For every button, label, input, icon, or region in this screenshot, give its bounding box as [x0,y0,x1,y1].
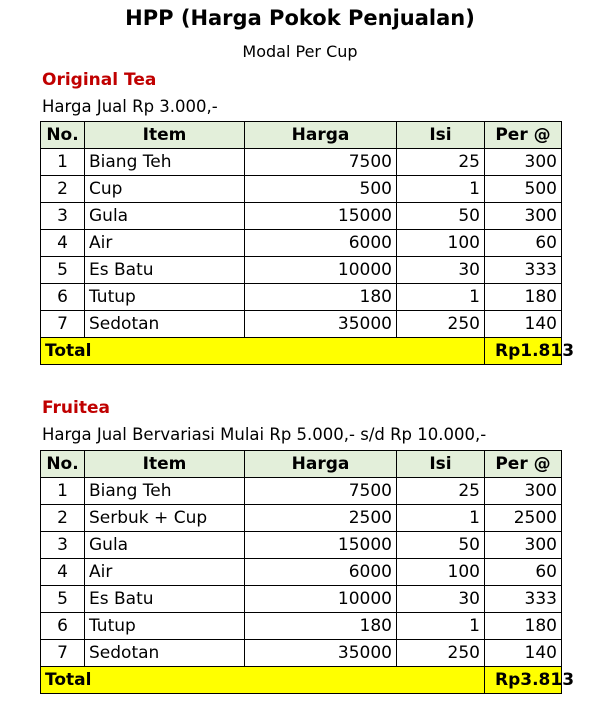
cell-no: 3 [41,203,85,230]
cell-per: 300 [485,203,562,230]
cell-per: 180 [485,613,562,640]
table-row [41,203,562,230]
cell-per: 2500 [485,505,562,532]
cell-item: Tutup [85,613,245,640]
total-row [41,667,562,694]
table-row [41,532,562,559]
table-row [41,478,562,505]
table-row [41,257,562,284]
cell-no: 3 [41,532,85,559]
cell-isi: 50 [397,532,485,559]
price-note-original-tea: Harga Jual Rp 3.000,- [42,97,218,116]
cell-no: 1 [41,149,85,176]
cell-no: 6 [41,284,85,311]
col-header-no: No. [41,122,85,149]
cell-no: 6 [41,613,85,640]
table-row [41,149,562,176]
cell-per: 140 [485,311,562,338]
table-row [41,505,562,532]
cell-isi: 100 [397,559,485,586]
cell-per: 60 [485,559,562,586]
col-header-item: Item [85,122,245,149]
total-currency: Rp [495,670,521,690]
cell-harga: 15000 [245,532,397,559]
cell-item: Gula [85,532,245,559]
cell-per: 333 [485,257,562,284]
section-title-fruitea: Fruitea [42,398,110,418]
cell-isi: 25 [397,149,485,176]
cell-isi: 30 [397,257,485,284]
table-row [41,230,562,257]
cell-no: 7 [41,640,85,667]
cell-harga: 7500 [245,478,397,505]
col-header-item: Item [85,451,245,478]
cell-per: 300 [485,478,562,505]
price-note-fruitea: Harga Jual Bervariasi Mulai Rp 5.000,- s/d Rp 10.000,- [42,425,487,444]
cell-no: 5 [41,257,85,284]
cell-harga: 10000 [245,257,397,284]
table-row [41,311,562,338]
cell-per: 300 [485,532,562,559]
cell-harga: 35000 [245,640,397,667]
cell-no: 2 [41,505,85,532]
cell-per: 300 [485,149,562,176]
cell-no: 7 [41,311,85,338]
col-header-harga: Harga [245,451,397,478]
cell-no: 4 [41,559,85,586]
cell-harga: 10000 [245,586,397,613]
table-row [41,613,562,640]
cell-item: Tutup [85,284,245,311]
total-value: 1.813 [520,341,575,361]
total-label: Total [41,338,485,365]
hpp-table-original-tea [40,121,575,365]
page-subtitle: Modal Per Cup [242,42,358,61]
table-header-row [41,122,562,149]
cell-per: 140 [485,640,562,667]
cell-harga: 6000 [245,230,397,257]
total-currency: Rp [495,341,521,361]
cell-no: 1 [41,478,85,505]
cell-harga: 15000 [245,203,397,230]
table-row [41,559,562,586]
col-header-per: Per @ [485,122,562,149]
total-cell [485,667,575,694]
cell-harga: 6000 [245,559,397,586]
page-title: HPP (Harga Pokok Penjualan) [125,6,475,30]
cell-harga: 500 [245,176,397,203]
cell-isi: 1 [397,176,485,203]
cell-no: 2 [41,176,85,203]
total-cell [485,338,575,365]
cell-item: Air [85,230,245,257]
cell-item: Biang Teh [85,149,245,176]
cell-item: Gula [85,203,245,230]
total-label: Total [41,667,485,694]
cell-isi: 1 [397,613,485,640]
section-title-original-tea: Original Tea [42,70,157,90]
cell-per: 180 [485,284,562,311]
cell-per: 500 [485,176,562,203]
cell-item: Sedotan [85,311,245,338]
col-header-no: No. [41,451,85,478]
cell-harga: 2500 [245,505,397,532]
hpp-table-fruitea [40,450,575,694]
cell-item: Biang Teh [85,478,245,505]
cell-isi: 50 [397,203,485,230]
cell-isi: 25 [397,478,485,505]
cell-harga: 35000 [245,311,397,338]
cell-per: 333 [485,586,562,613]
cell-isi: 30 [397,586,485,613]
total-row [41,338,562,365]
cell-harga: 180 [245,284,397,311]
col-header-isi: Isi [397,451,485,478]
cell-item: Cup [85,176,245,203]
cell-harga: 180 [245,613,397,640]
cell-isi: 250 [397,640,485,667]
cell-isi: 250 [397,311,485,338]
col-header-harga: Harga [245,122,397,149]
cell-item: Es Batu [85,586,245,613]
cell-item: Es Batu [85,257,245,284]
col-header-per: Per @ [485,451,562,478]
cell-per: 60 [485,230,562,257]
table-row [41,640,562,667]
cell-no: 5 [41,586,85,613]
cell-isi: 1 [397,505,485,532]
cell-harga: 7500 [245,149,397,176]
table-row [41,586,562,613]
cell-item: Air [85,559,245,586]
table-header-row [41,451,562,478]
table-row [41,284,562,311]
table-row [41,176,562,203]
cell-item: Sedotan [85,640,245,667]
total-value: 3.813 [520,670,575,690]
col-header-isi: Isi [397,122,485,149]
cell-no: 4 [41,230,85,257]
cell-item: Serbuk + Cup [85,505,245,532]
cell-isi: 100 [397,230,485,257]
cell-isi: 1 [397,284,485,311]
